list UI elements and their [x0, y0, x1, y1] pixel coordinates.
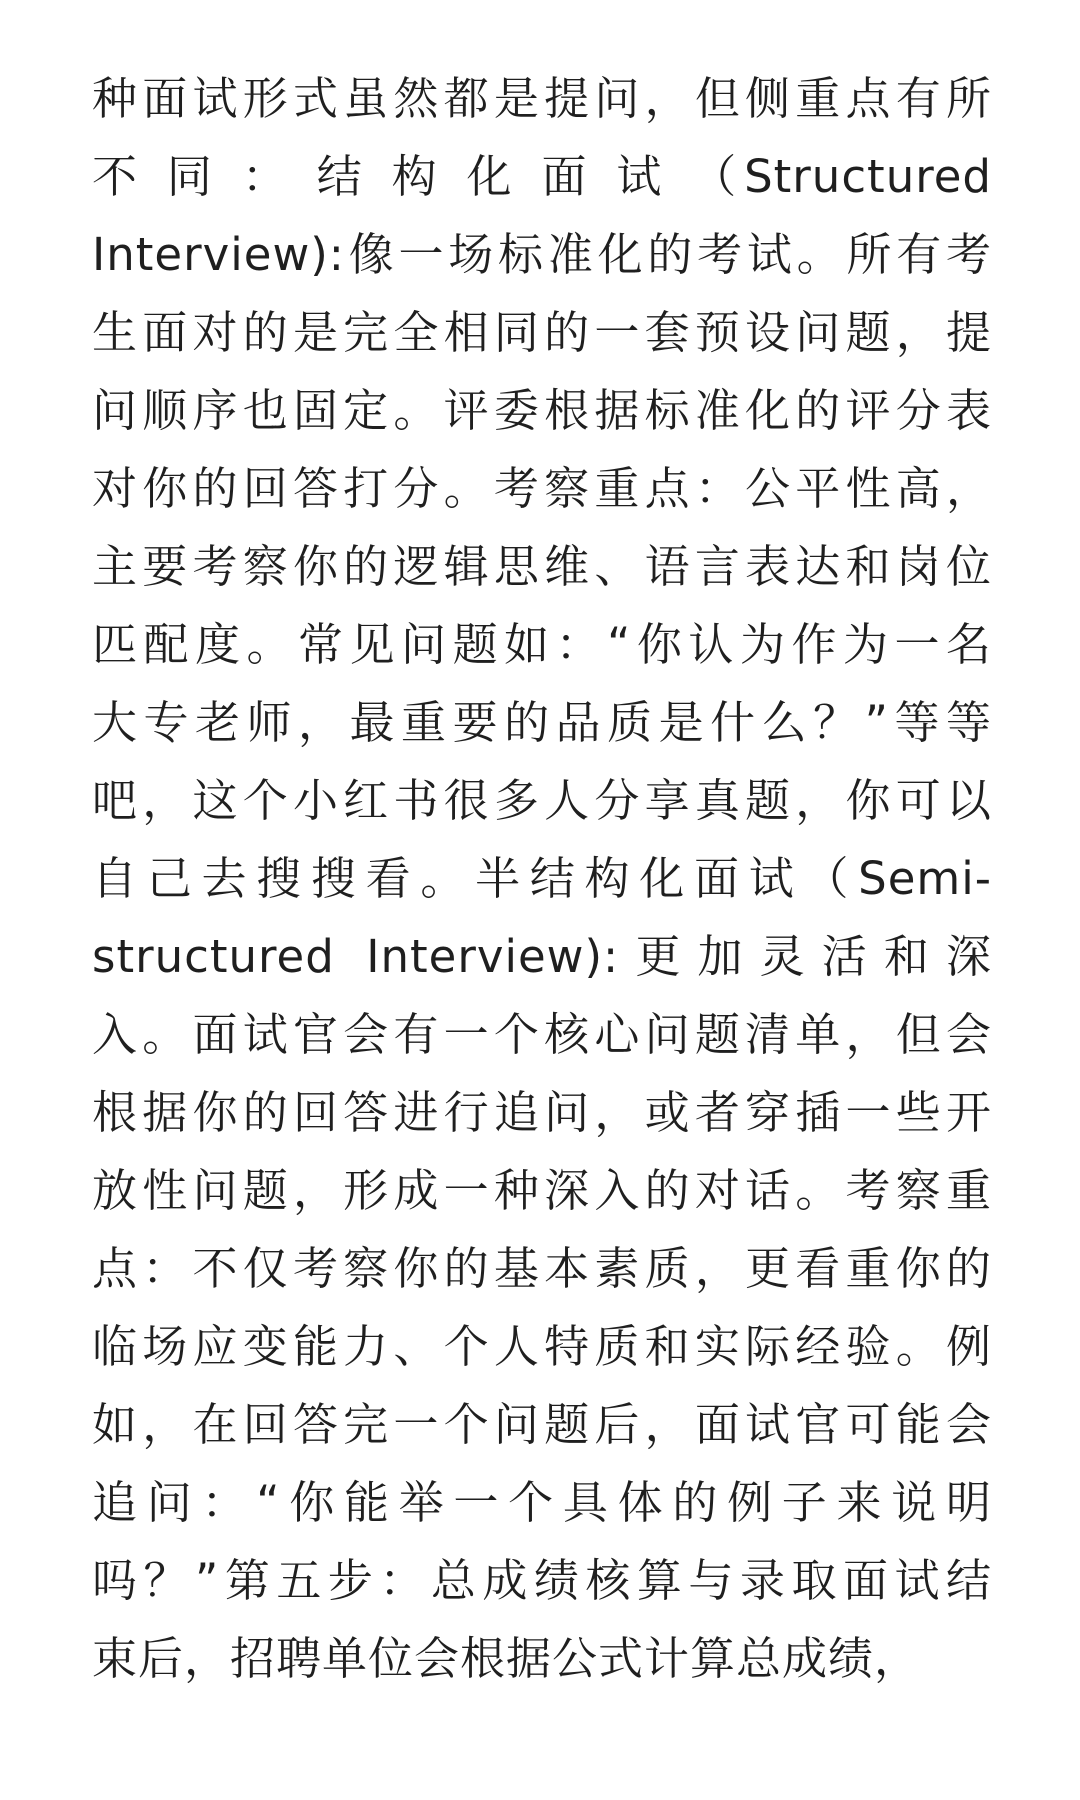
- text-line: 入。面试官会有一个核心问题清单，但会: [92, 1008, 992, 1061]
- text-line: 不 同 ： 结 构 化 面 试 （Structured: [92, 150, 992, 203]
- text-line: 生面对的是完全相同的一套预设问题，提: [92, 306, 992, 359]
- text-line: 放性问题，形成一种深入的对话。考察重: [92, 1164, 992, 1217]
- text-line: 种面试形式虽然都是提问，但侧重点有所: [92, 72, 992, 125]
- text-line: Interview):像一场标准化的考试。所有考: [92, 228, 992, 281]
- text-line: 束后，招聘单位会根据公式计算总成绩，: [92, 1632, 921, 1685]
- article-body: [92, 60, 992, 1698]
- text-line: 根据你的回答进行追问，或者穿插一些开: [92, 1086, 992, 1139]
- text-line: 吧，这个小红书很多人分享真题，你可以: [92, 774, 992, 827]
- text-line: 点：不仅考察你的基本素质，更看重你的: [92, 1242, 992, 1295]
- text-line: 吗？”第五步：总成绩核算与录取面试结: [92, 1554, 992, 1607]
- text-line: 对你的回答打分。考察重点：公平性高，: [92, 462, 992, 515]
- text-line: 匹配度。常见问题如：“你认为作为一名: [92, 618, 992, 671]
- text-line: 临场应变能力、个人特质和实际经验。例: [92, 1320, 992, 1373]
- text-line: 主要考察你的逻辑思维、语言表达和岗位: [92, 540, 992, 593]
- text-line: 大专老师，最重要的品质是什么？”等等: [92, 696, 992, 749]
- text-line: 追问：“你能举一个具体的例子来说明: [92, 1476, 992, 1529]
- text-line: structured Interview):更加灵活和深: [92, 930, 992, 983]
- text-line: 如，在回答完一个问题后，面试官可能会: [92, 1398, 992, 1451]
- text-line: 自己去搜搜看。半结构化面试（Semi-: [92, 852, 992, 905]
- text-line: 问顺序也固定。评委根据标准化的评分表: [92, 384, 992, 437]
